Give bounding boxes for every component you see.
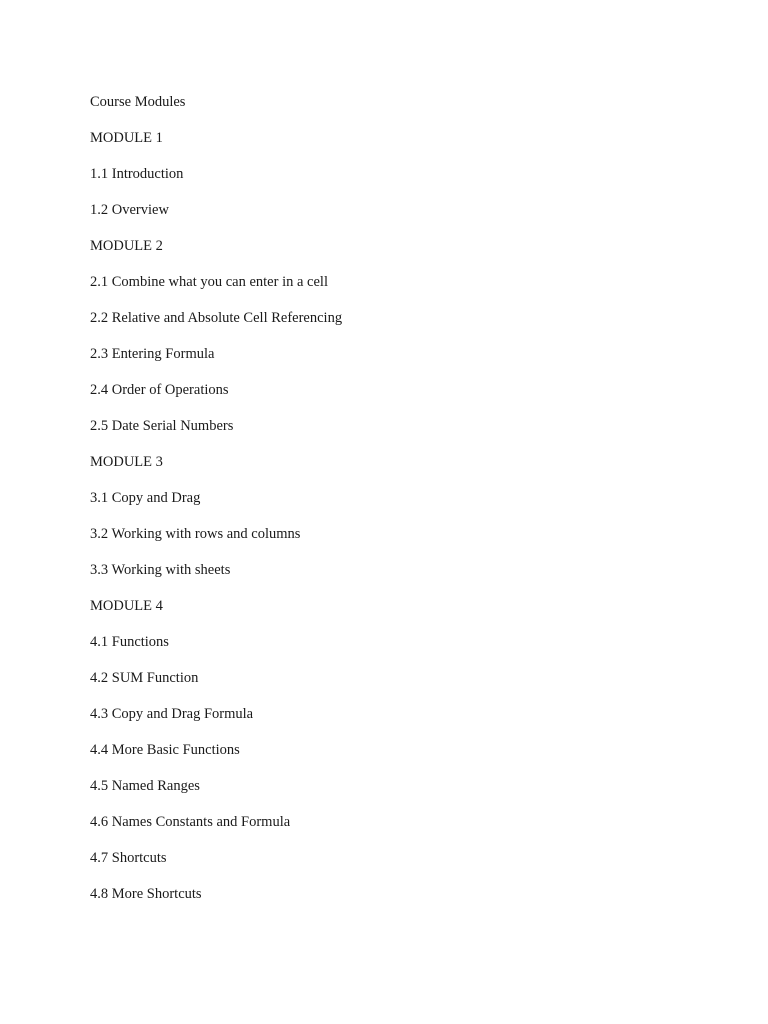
module-item: 4.5 Named Ranges xyxy=(90,778,200,794)
module-item: 2.3 Entering Formula xyxy=(90,346,215,362)
document-title: Course Modules xyxy=(90,94,186,110)
module-item: 4.8 More Shortcuts xyxy=(90,886,202,902)
module-item: 4.6 Names Constants and Formula xyxy=(90,814,291,830)
module-heading: MODULE 4 xyxy=(90,598,163,614)
module-item: 2.4 Order of Operations xyxy=(90,382,229,398)
module-item: 3.3 Working with sheets xyxy=(90,562,231,578)
document-body xyxy=(90,92,730,920)
module-item: 1.2 Overview xyxy=(90,202,169,218)
module-item: 2.2 Relative and Absolute Cell Referencing xyxy=(90,310,343,326)
module-item: 4.2 SUM Function xyxy=(90,670,199,686)
module-heading: MODULE 3 xyxy=(90,454,163,470)
module-item: 3.1 Copy and Drag xyxy=(90,490,201,506)
module-item: 2.5 Date Serial Numbers xyxy=(90,418,234,434)
module-item: 4.7 Shortcuts xyxy=(90,850,167,866)
module-heading: MODULE 1 xyxy=(90,130,163,146)
module-item: 3.2 Working with rows and columns xyxy=(90,526,301,542)
module-item: 4.4 More Basic Functions xyxy=(90,742,240,758)
module-item: 1.1 Introduction xyxy=(90,166,184,182)
module-heading: MODULE 2 xyxy=(90,238,163,254)
module-item: 4.1 Functions xyxy=(90,634,169,650)
module-item: 2.1 Combine what you can enter in a cell xyxy=(90,274,328,290)
module-item: 4.3 Copy and Drag Formula xyxy=(90,706,254,722)
